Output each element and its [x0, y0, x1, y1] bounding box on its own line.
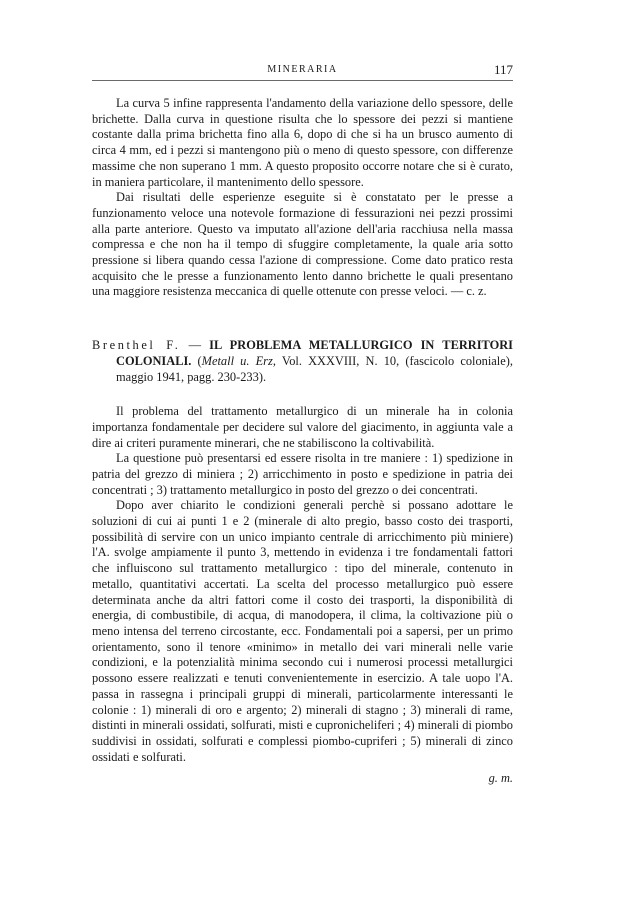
article2-title: IL PROBLEMA METALLURGICO IN TERRITORI COLONIALI.	[116, 338, 514, 369]
heading-gap	[92, 385, 513, 404]
article1-paragraph-2: Dai risultati delle esperienze eseguite si è constatato per le presse a funzionamento veloce una notevole formazione di fessurazioni nei pezzi prossimi alla parte anteriore. Questo va imputato all'azione dell'aria racchiusa nella massa compressa e che non ha il tempo di sfuggire completamente, la quale aria sotto pressione si libera quando cessa l'azione di compressione. Come dato pratico resta acquisito che le presse a funzionamento lento danno brichette le quali presentano una maggiore resistenza meccanica di quelle ottenute con presse veloci. — c. z.	[92, 190, 513, 299]
header-rule	[92, 80, 513, 81]
citation-details: Vol. XXXVIII, N. 10, (fascicolo coloniale), maggio 1941, pagg. 230-233).	[116, 354, 513, 385]
running-title: MINERARIA	[267, 64, 338, 75]
article2-heading	[92, 337, 513, 385]
running-head	[92, 62, 513, 78]
article2-author: Brenthel F.	[92, 338, 181, 353]
article2-paragraph-3: Dopo aver chiarito le condizioni generali perchè si possano adottare le soluzioni di cui ai punti 1 e 2 (minerale di alto pregio, basso costo dei trasporti, possibilità di servire con un unico impianto centrale di arricchimento più miniere) l'A. svolge ampiamente il punto 3, mettendo in evidenza i tre fondamentali fattori che influiscono sul trattamento metallurgico : tipo del minerale, contenuto in metallo, quantitativi accertati. La scelta del processo metallurgico può essere determinata anche da altri fattori come il costo dei trasporti, la disponibilità di energia, di combustibile, di acqua, di manodopera, il clima, la coltivazione più o meno intensa del terreno circostante, ecc. Fondamentali poi a sapersi, per un primo orientamento, sono il tenore «minimo» in metallo dei vari minerali nelle varie condizioni, e la potenzialità minima secondo cui i numerosi processi metallurgici possono essere realizzati e tenuti convenientemente in esercizio. A tale uopo l'A. passa in rassegna i principali gruppi di minerali, particolarmente interessanti le colonie : 1) minerali di oro e argento; 2) minerali di stagno ; 3) minerali di rame, distinti in minerali ossidati, solfurati, misti e cupronicheliferi ; 4) minerali di piombo suddivisi in ossidati, solfurati e complessi piombo-cupriferi ; 5) minerali di zinco ossidati e solfurati.	[92, 498, 513, 764]
article2-paragraph-1: Il problema del trattamento metallurgico di un minerale ha in colonia importanza fondamentale per decidere sul valore del giacimento, in aggiunta vale a dire ai criteri puramente minerari, che ne stabiliscono la coltivabilità.	[92, 404, 513, 450]
section-gap	[92, 300, 513, 337]
article2-paragraph-2: La questione può presentarsi ed essere risolta in tre maniere : 1) spedizione in patria del grezzo di miniera ; 2) arricchimento in posto e spedizione in patria dei concentrati ; 3) trattamento metallurgico in posto del grezzo o dei concentrati.	[92, 451, 513, 497]
heading-dash: —	[180, 338, 210, 353]
article2-signature: g. m.	[488, 771, 513, 786]
page-body	[92, 96, 513, 787]
article1-paragraph-1: La curva 5 infine rappresenta l'andamento della variazione dello spessore, delle brichette. Dalla curva in questione risulta che lo spessore dei pezzi si mantiene costante dalla prima brichetta fino alla 6, dopo di che si ha un brusco aumento di circa 4 mm, ed i pezzi si mantengono più o meno di questo spessore, con differenze massime che non superano 1 mm. A questo proposito occorre notare che si è curato, in maniera particolare, il mantenimento dello spessore.	[92, 96, 513, 189]
page-number: 117	[493, 62, 513, 77]
journal-name: Metall u. Erz,	[201, 354, 276, 369]
citation-open: (	[191, 354, 202, 369]
